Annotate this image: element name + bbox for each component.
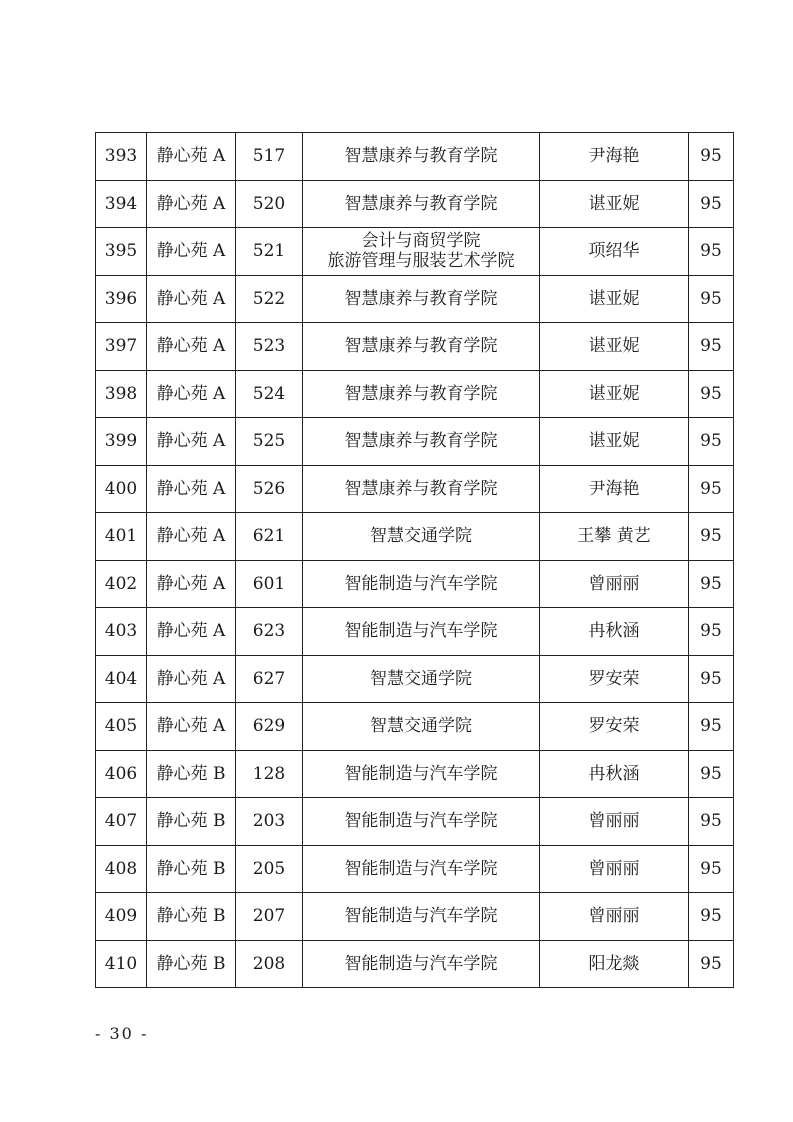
cell-college — [303, 133, 540, 181]
cell-teacher: 尹海艳 — [540, 133, 689, 181]
cell-room: 128 — [236, 750, 303, 798]
cell-number: 405 — [96, 703, 147, 751]
college-name: 智慧交通学院 — [370, 526, 472, 547]
cell-number: 400 — [96, 465, 147, 513]
cell-building: 静心苑 A — [147, 513, 236, 561]
cell-teacher: 罗安荣 — [540, 655, 689, 703]
cell-room: 621 — [236, 513, 303, 561]
cell-room: 526 — [236, 465, 303, 513]
college-name: 会计与商贸学院 — [361, 231, 481, 252]
cell-score: 95 — [689, 655, 734, 703]
cell-teacher: 阳龙燚 — [540, 940, 689, 988]
cell-score: 95 — [689, 940, 734, 988]
cell-number: 410 — [96, 940, 147, 988]
cell-room: 601 — [236, 560, 303, 608]
table-row — [96, 133, 734, 181]
cell-score: 95 — [689, 703, 734, 751]
college-name: 智能制造与汽车学院 — [344, 621, 498, 642]
cell-number: 401 — [96, 513, 147, 561]
table-row — [96, 180, 734, 228]
table-row — [96, 228, 734, 276]
cell-building: 静心苑 A — [147, 228, 236, 276]
cell-number: 399 — [96, 418, 147, 466]
table-row — [96, 608, 734, 656]
cell-room: 520 — [236, 180, 303, 228]
cell-score: 95 — [689, 370, 734, 418]
cell-teacher: 曾丽丽 — [540, 893, 689, 941]
table-body — [96, 133, 734, 988]
cell-room: 525 — [236, 418, 303, 466]
table-row — [96, 940, 734, 988]
table-row — [96, 560, 734, 608]
table-row — [96, 275, 734, 323]
table-row — [96, 893, 734, 941]
cell-score: 95 — [689, 323, 734, 371]
cell-building: 静心苑 A — [147, 370, 236, 418]
cell-building: 静心苑 B — [147, 940, 236, 988]
dormitory-score-table — [95, 132, 734, 988]
table-row — [96, 370, 734, 418]
cell-teacher: 项绍华 — [540, 228, 689, 276]
cell-number: 403 — [96, 608, 147, 656]
table-row — [96, 513, 734, 561]
cell-score: 95 — [689, 893, 734, 941]
cell-score: 95 — [689, 513, 734, 561]
cell-college — [303, 893, 540, 941]
college-name: 智慧交通学院 — [370, 668, 472, 689]
cell-number: 396 — [96, 275, 147, 323]
cell-college — [303, 560, 540, 608]
cell-score: 95 — [689, 228, 734, 276]
college-name: 智慧康养与教育学院 — [344, 146, 498, 167]
cell-college — [303, 418, 540, 466]
table-row — [96, 798, 734, 846]
college-name: 智慧康养与教育学院 — [344, 383, 498, 404]
cell-building: 静心苑 B — [147, 798, 236, 846]
cell-college — [303, 750, 540, 798]
cell-number: 393 — [96, 133, 147, 181]
table-row — [96, 465, 734, 513]
college-name: 智能制造与汽车学院 — [344, 906, 498, 927]
cell-room: 521 — [236, 228, 303, 276]
cell-college — [303, 275, 540, 323]
cell-building: 静心苑 A — [147, 465, 236, 513]
cell-room: 623 — [236, 608, 303, 656]
cell-number: 404 — [96, 655, 147, 703]
cell-score: 95 — [689, 465, 734, 513]
cell-building: 静心苑 A — [147, 655, 236, 703]
cell-room: 205 — [236, 845, 303, 893]
cell-room: 627 — [236, 655, 303, 703]
cell-score: 95 — [689, 750, 734, 798]
cell-teacher: 谌亚妮 — [540, 180, 689, 228]
cell-college — [303, 845, 540, 893]
cell-score: 95 — [689, 418, 734, 466]
cell-score: 95 — [689, 560, 734, 608]
cell-teacher: 曾丽丽 — [540, 560, 689, 608]
table-row — [96, 750, 734, 798]
college-name: 智能制造与汽车学院 — [344, 573, 498, 594]
table-row — [96, 323, 734, 371]
cell-building: 静心苑 A — [147, 608, 236, 656]
cell-teacher: 尹海艳 — [540, 465, 689, 513]
cell-college — [303, 608, 540, 656]
cell-teacher: 谌亚妮 — [540, 370, 689, 418]
cell-number: 408 — [96, 845, 147, 893]
cell-college — [303, 323, 540, 371]
table-row — [96, 418, 734, 466]
cell-teacher: 曾丽丽 — [540, 845, 689, 893]
cell-number: 402 — [96, 560, 147, 608]
cell-teacher: 曾丽丽 — [540, 798, 689, 846]
cell-teacher: 谌亚妮 — [540, 275, 689, 323]
cell-teacher: 冉秋涵 — [540, 750, 689, 798]
cell-room: 522 — [236, 275, 303, 323]
cell-building: 静心苑 A — [147, 133, 236, 181]
cell-building: 静心苑 A — [147, 275, 236, 323]
college-name: 智慧康养与教育学院 — [344, 288, 498, 309]
cell-college — [303, 513, 540, 561]
table-row — [96, 845, 734, 893]
cell-score: 95 — [689, 133, 734, 181]
page-number: - 30 - — [95, 1024, 149, 1043]
cell-number: 397 — [96, 323, 147, 371]
cell-teacher: 王攀 黄艺 — [540, 513, 689, 561]
cell-building: 静心苑 A — [147, 703, 236, 751]
cell-college — [303, 655, 540, 703]
college-name: 智能制造与汽车学院 — [344, 811, 498, 832]
cell-teacher: 罗安荣 — [540, 703, 689, 751]
college-name: 智慧康养与教育学院 — [344, 193, 498, 214]
cell-room: 203 — [236, 798, 303, 846]
cell-room: 208 — [236, 940, 303, 988]
cell-score: 95 — [689, 608, 734, 656]
cell-college — [303, 370, 540, 418]
college-name: 智能制造与汽车学院 — [344, 953, 498, 974]
cell-room: 523 — [236, 323, 303, 371]
college-name: 智慧康养与教育学院 — [344, 336, 498, 357]
cell-score: 95 — [689, 798, 734, 846]
cell-teacher: 谌亚妮 — [540, 323, 689, 371]
table-row — [96, 703, 734, 751]
cell-building: 静心苑 A — [147, 180, 236, 228]
college-name: 智能制造与汽车学院 — [344, 858, 498, 879]
cell-score: 95 — [689, 275, 734, 323]
college-name: 智慧康养与教育学院 — [344, 431, 498, 452]
cell-building: 静心苑 B — [147, 750, 236, 798]
cell-number: 406 — [96, 750, 147, 798]
cell-college — [303, 228, 540, 276]
college-name: 智慧康养与教育学院 — [344, 478, 498, 499]
cell-room: 517 — [236, 133, 303, 181]
cell-college — [303, 465, 540, 513]
college-name: 智能制造与汽车学院 — [344, 763, 498, 784]
cell-college — [303, 798, 540, 846]
cell-building: 静心苑 B — [147, 893, 236, 941]
cell-number: 398 — [96, 370, 147, 418]
cell-teacher: 谌亚妮 — [540, 418, 689, 466]
cell-room: 207 — [236, 893, 303, 941]
cell-number: 394 — [96, 180, 147, 228]
cell-room: 629 — [236, 703, 303, 751]
college-name: 智慧交通学院 — [370, 716, 472, 737]
cell-score: 95 — [689, 845, 734, 893]
table-row — [96, 655, 734, 703]
cell-number: 395 — [96, 228, 147, 276]
cell-college — [303, 180, 540, 228]
cell-room: 524 — [236, 370, 303, 418]
cell-building: 静心苑 A — [147, 323, 236, 371]
cell-number: 409 — [96, 893, 147, 941]
cell-score: 95 — [689, 180, 734, 228]
cell-building: 静心苑 B — [147, 845, 236, 893]
cell-building: 静心苑 A — [147, 418, 236, 466]
cell-college — [303, 703, 540, 751]
college-name: 旅游管理与服装艺术学院 — [327, 251, 515, 272]
cell-building: 静心苑 A — [147, 560, 236, 608]
cell-teacher: 冉秋涵 — [540, 608, 689, 656]
cell-number: 407 — [96, 798, 147, 846]
cell-college — [303, 940, 540, 988]
